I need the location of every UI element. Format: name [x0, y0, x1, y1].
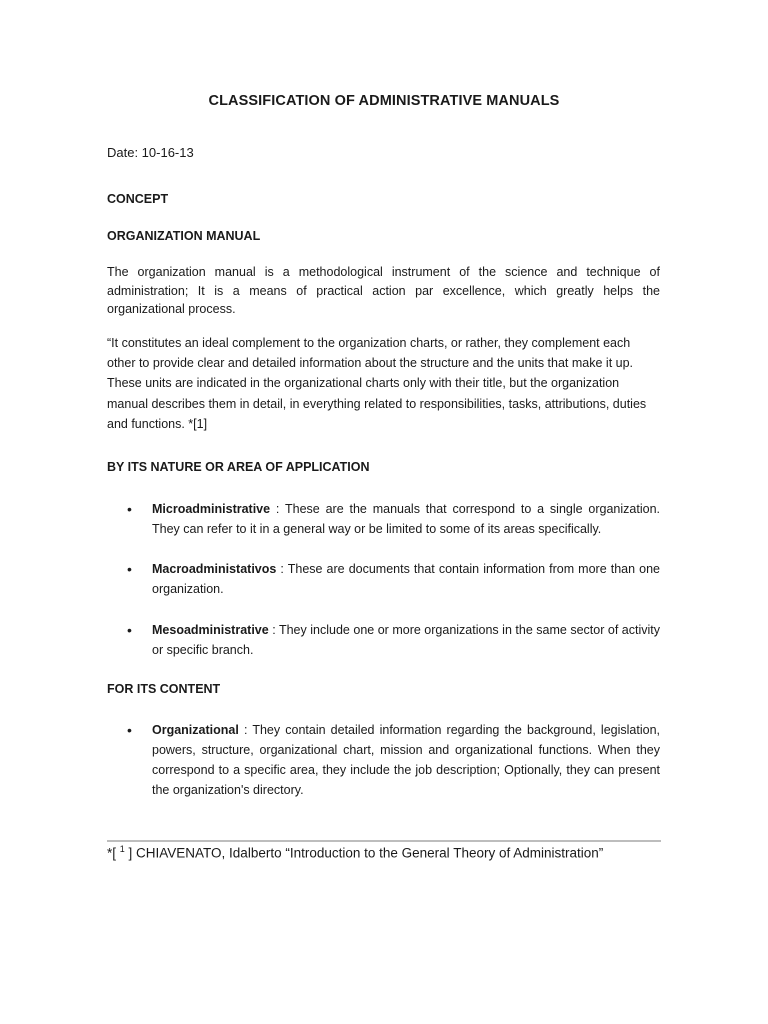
footnote-divider [107, 840, 661, 842]
bullet-icon: • [127, 722, 132, 738]
list-item-text [152, 720, 660, 800]
list-item-term: Macroadministativos [152, 562, 277, 576]
intro-paragraph: The organization manual is a methodological instrument of the science and technique of administration; It is a means of practical action par excellence, which greatly helps the organizational process. [107, 265, 660, 316]
document-title: CLASSIFICATION OF ADMINISTRATIVE MANUALS [208, 93, 560, 109]
list-item [107, 499, 660, 539]
bullet-icon: • [127, 622, 132, 638]
list-item-description: : They include one or more organizations in the same sector of activity or specific branch. [152, 623, 660, 657]
bullet-icon: • [127, 561, 132, 577]
footnote-number: 1 [119, 844, 125, 854]
footnote-prefix: *[ [107, 845, 120, 861]
list-item [107, 720, 660, 800]
list-item-text [152, 620, 660, 660]
bullet-icon: • [127, 501, 132, 517]
list-item-description: : These are the manuals that correspond to a single organization. They can refer to it in a general way or be limited to some of its areas specifically. [152, 502, 660, 536]
list-item-text [152, 559, 660, 599]
list-item-description: : These are documents that contain information from more than one organization. [152, 562, 660, 596]
list-item-description: : They contain detailed information regarding the background, legislation, powers, structure, organizational chart, mission and organizational functions. When they correspond to a specific area, they include the job description; Optionally, they can present the organization's directory. [152, 723, 660, 797]
nature-heading: BY ITS NATURE OR AREA OF APPLICATION [107, 460, 370, 474]
quote-paragraph: “It constitutes an ideal complement to the organization charts, or rather, they complement each other to provide clear and detailed information about the structure and the units that make it up. These units are indicated in the organizational charts only with their title, but the organization manual describes them in detail, in everything related to responsibilities, tasks, attributions, duties and functions. *[1] [107, 336, 647, 431]
list-item [107, 620, 660, 660]
concept-heading: CONCEPT [107, 192, 169, 206]
content-heading: FOR ITS CONTENT [107, 682, 221, 696]
list-item [107, 559, 660, 599]
footnote-text: ] CHIAVENATO, Idalberto “Introduction to the General Theory of Administration” [124, 845, 604, 861]
footnote [107, 844, 603, 861]
organization-manual-heading: ORGANIZATION MANUAL [107, 229, 261, 243]
list-item-term: Organizational [152, 723, 239, 737]
document-date: Date: 10-16-13 [107, 145, 194, 160]
list-item-term: Microadministrative [152, 502, 271, 516]
list-item-text [152, 499, 660, 539]
list-item-term: Mesoadministrative [152, 623, 269, 637]
